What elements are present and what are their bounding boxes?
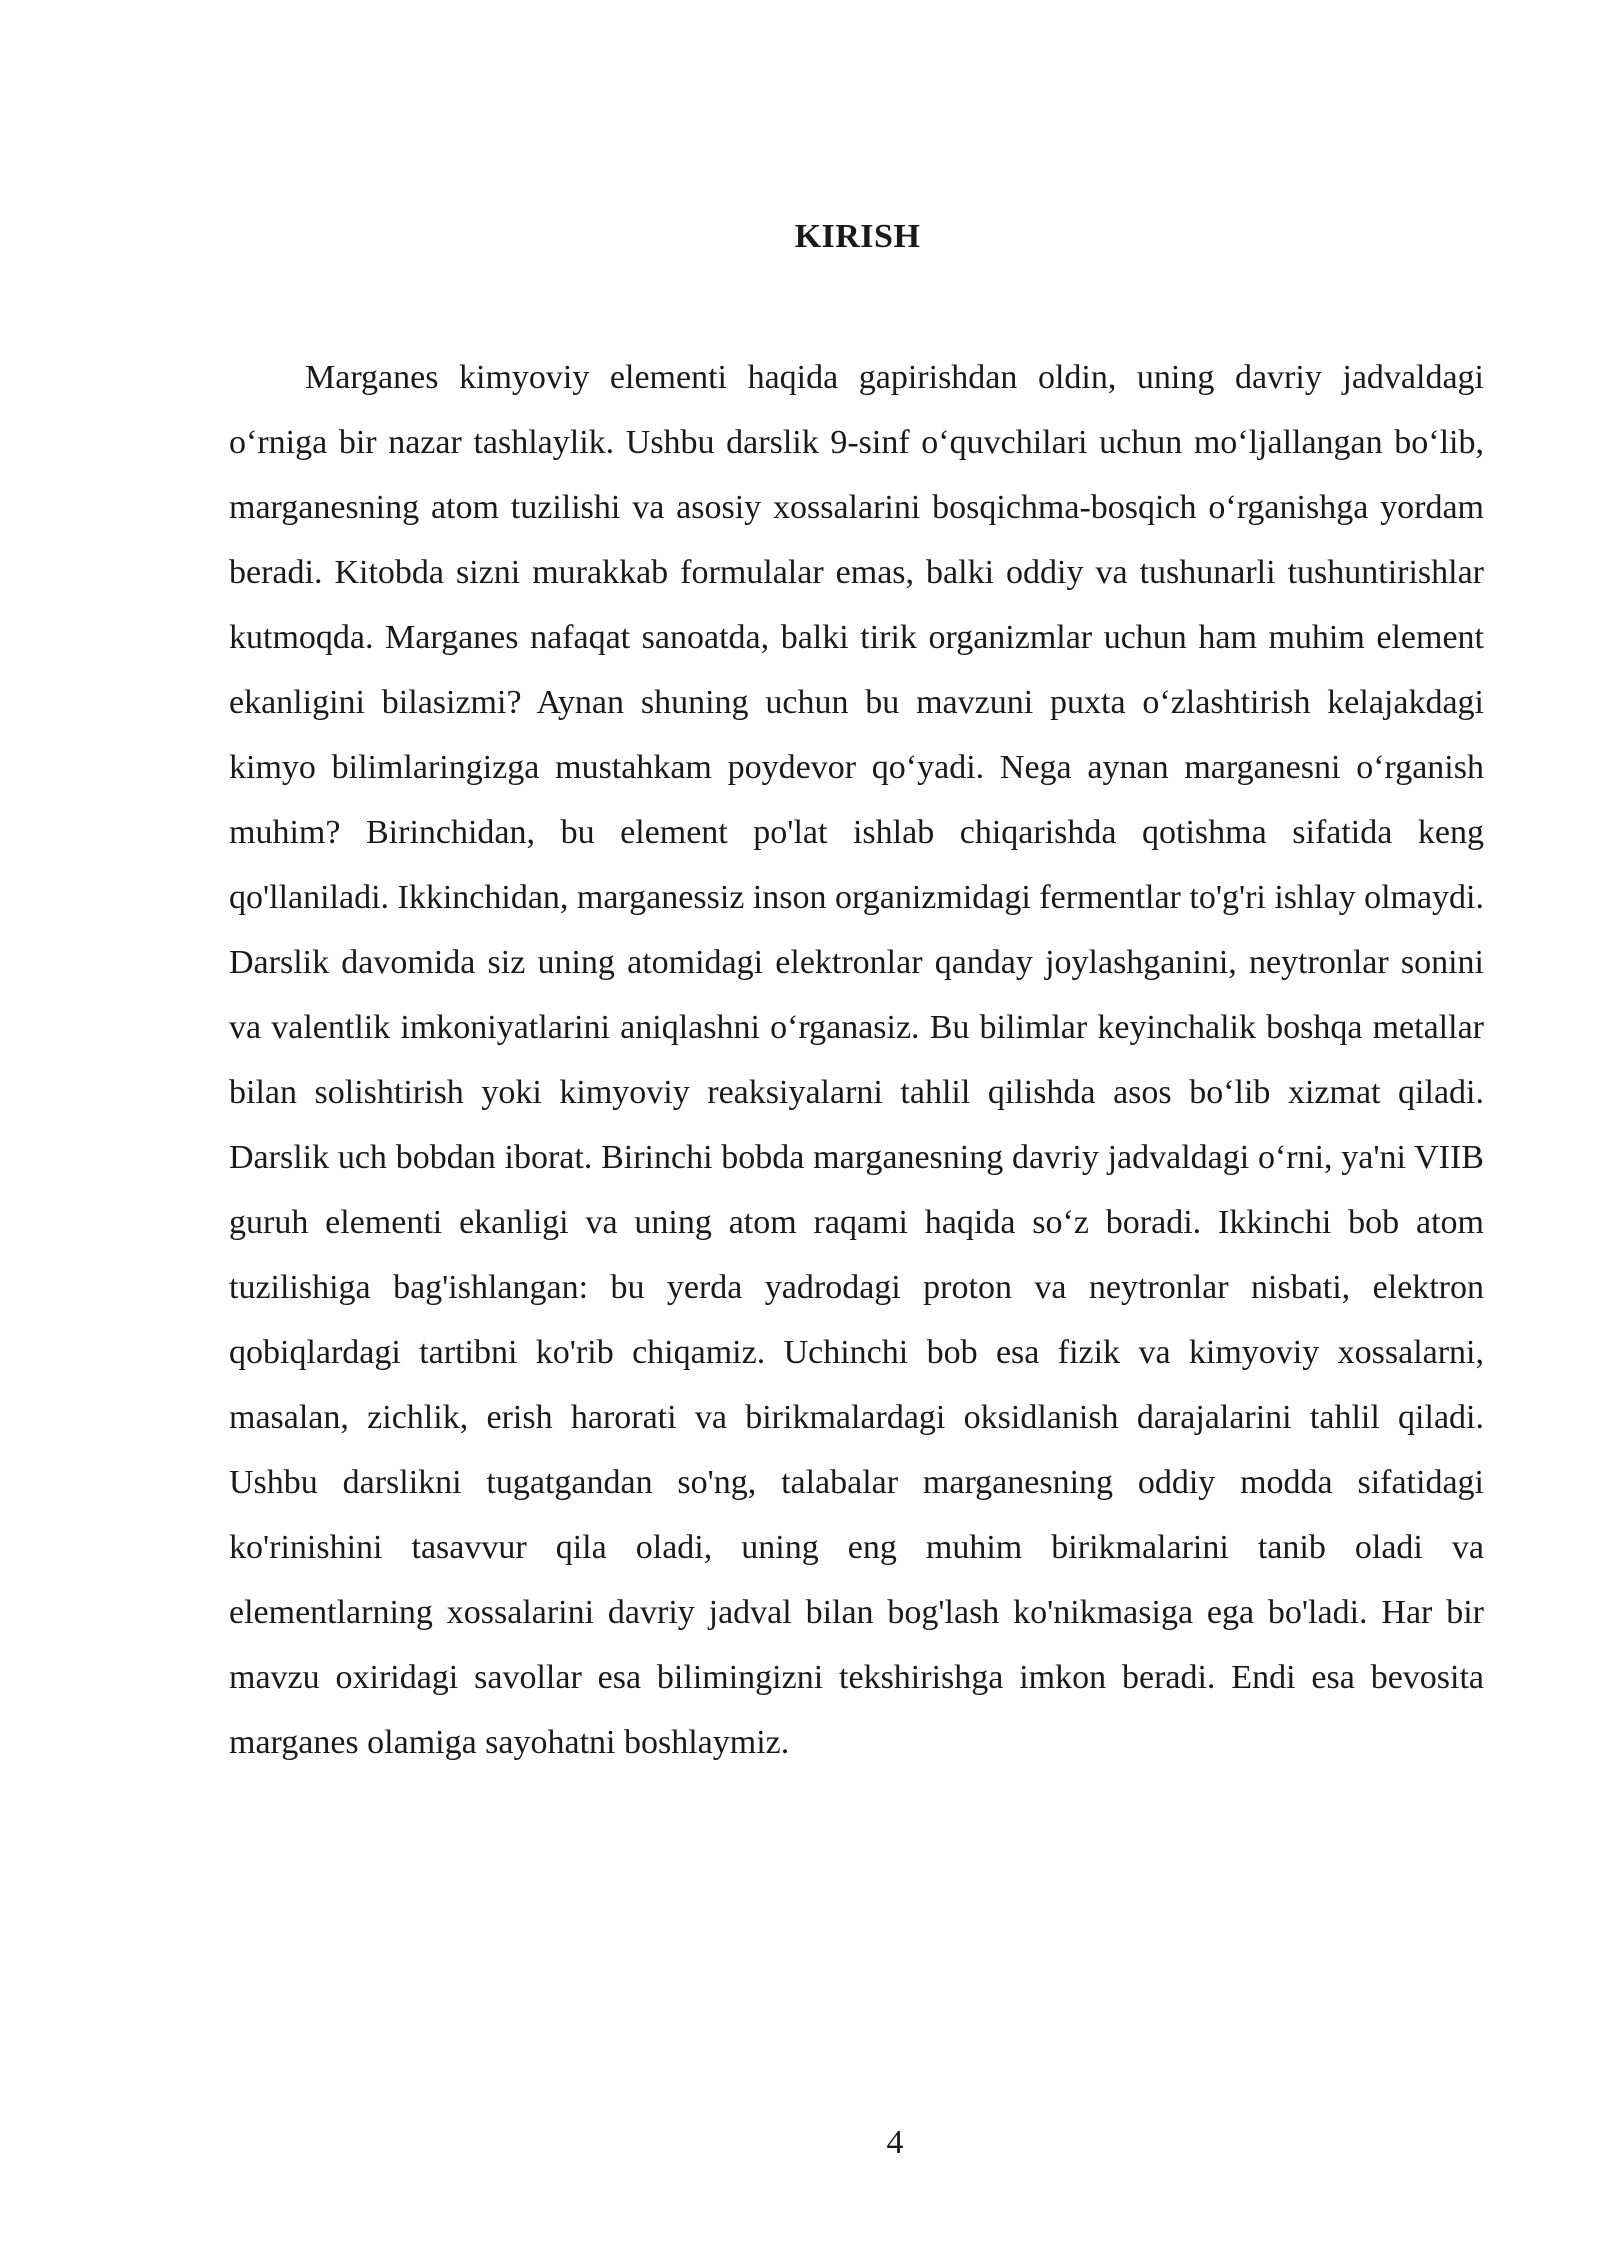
- page-number: 4: [886, 2124, 904, 2161]
- body-paragraph: Marganes kimyoviy elementi haqida gapirishdan oldin, uning davriy jadvaldagi o‘rniga bir nazar tashlaylik. Ushbu darslik 9-sinf o‘quvchilari uchun mo‘ljallangan bo‘lib, marganesning atom tuzilishi va asosiy xossalarini bosqichma-bosqich o‘rganishga yordam beradi. Kitobda sizni murakkab formulalar emas, balki oddiy va tushunarli tushuntirishlar kutmoqda. Marganes nafaqat sanoatda, balki tirik organizmlar uchun ham muhim element ekanligini bilasizmi? Aynan shuning uchun bu mavzuni puxta o‘zlashtirish kelajakdagi kimyo bilimlaringizga mustahkam poydevor qo‘yadi. Nega aynan marganesni o‘rganish muhim? Birinchidan, bu element po'lat ishlab chiqarishda qotishma sifatida keng qo'llaniladi. Ikkinchidan, marganessiz inson organizmidagi fermentlar to'g'ri ishlay olmaydi. Darslik davomida siz uning atomidagi elektronlar qanday joylashganini, neytronlar sonini va valentlik imkoniyatlarini aniqlashni o‘rganasiz. Bu bilimlar keyinchalik boshqa metallar bilan solishtirish yoki kimyoviy reaksiyalarni tahlil qilishda asos bo‘lib xizmat qiladi. Darslik uch bobdan iborat. Birinchi bobda marganesning davriy jadvaldagi o‘rni, ya'ni VIIB guruh elementi ekanligi va uning atom raqami haqida so‘z boradi. Ikkinchi bob atom tuzilishiga bag'ishlangan: bu yerda yadrodagi proton va neytronlar nisbati, elektron qobiqlardagi tartibni ko'rib chiqamiz. Uchinchi bob esa fizik va kimyoviy xossalarni, masalan, zichlik, erish harorati va birikmalardagi oksidlanish darajalarini tahlil qiladi. Ushbu darslikni tugatgandan so'ng, talabalar marganesning oddiy modda sifatidagi ko'rinishini tasavvur qila oladi, uning eng muhim birikmalarini tanib oladi va elementlarning xossalarini davriy jadval bilan bog'lash ko'nikmasiga ega bo'ladi. Har bir mavzu oxiridagi savollar esa bilimingizni tekshirishga imkon beradi. Endi esa bevosita marganes olamiga sayohatni boshlaymiz.: [229, 359, 1484, 1761]
- section-heading: KIRISH: [794, 218, 921, 255]
